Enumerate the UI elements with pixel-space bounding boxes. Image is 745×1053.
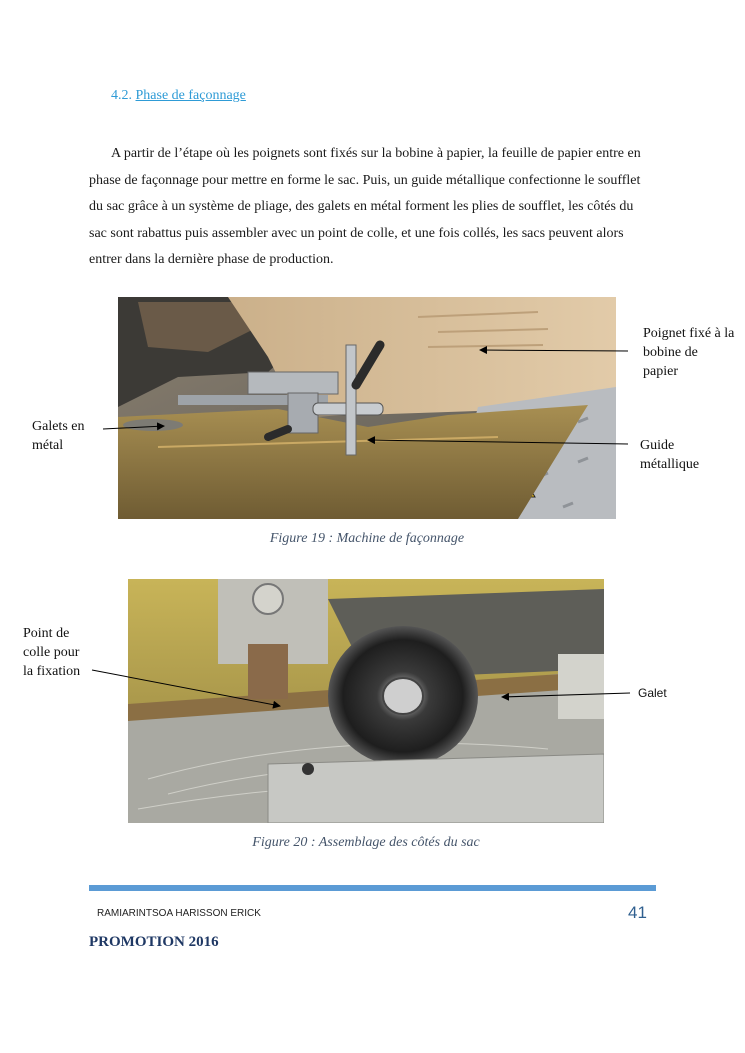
- callout-galet: Galet: [638, 686, 667, 700]
- figure20-photo: [128, 579, 604, 823]
- figure19-photo: [118, 297, 616, 519]
- body-paragraph: [89, 141, 649, 274]
- footer-promotion: PROMOTION 2016: [89, 934, 219, 950]
- footer-author: RAMIARINTSOA HARISSON ERICK: [97, 908, 261, 919]
- section-number: 4.2.: [111, 88, 132, 103]
- figure19-illustration: [118, 297, 616, 519]
- callout-galets: Galets en métal: [32, 419, 85, 453]
- section-title-link[interactable]: Phase de façonnage: [135, 88, 246, 103]
- callout-point-colle: Point de colle pour la fixation: [23, 626, 81, 679]
- section-heading: [111, 88, 246, 104]
- callout-poignet: Poignet fixé à la bobine de papier: [643, 326, 735, 379]
- page-number: 41: [628, 903, 647, 922]
- paragraph-text: A partir de l’étape où les poignets sont fixés sur la bobine à papier, la feuille de papier entre en phase de façonnage pour mettre en forme le sac. Puis, un guide métallique confectionne le soufflet du sac grâce à un système de pliage, des galets en métal forment les plies de soufflet, les côtés du sac sont rabattus puis assembler avec un point de colle, et une fois collés, les sacs peuvent alors entrer dans la dernière phase de production.: [89, 146, 641, 267]
- footer-rule: [89, 885, 656, 891]
- callout-guide: Guide métallique: [640, 438, 700, 472]
- figure19-caption: Figure 19 : Machine de façonnage: [269, 531, 465, 546]
- figure20-illustration: [128, 579, 604, 823]
- figure20-caption: Figure 20 : Assemblage des côtés du sac: [252, 835, 480, 850]
